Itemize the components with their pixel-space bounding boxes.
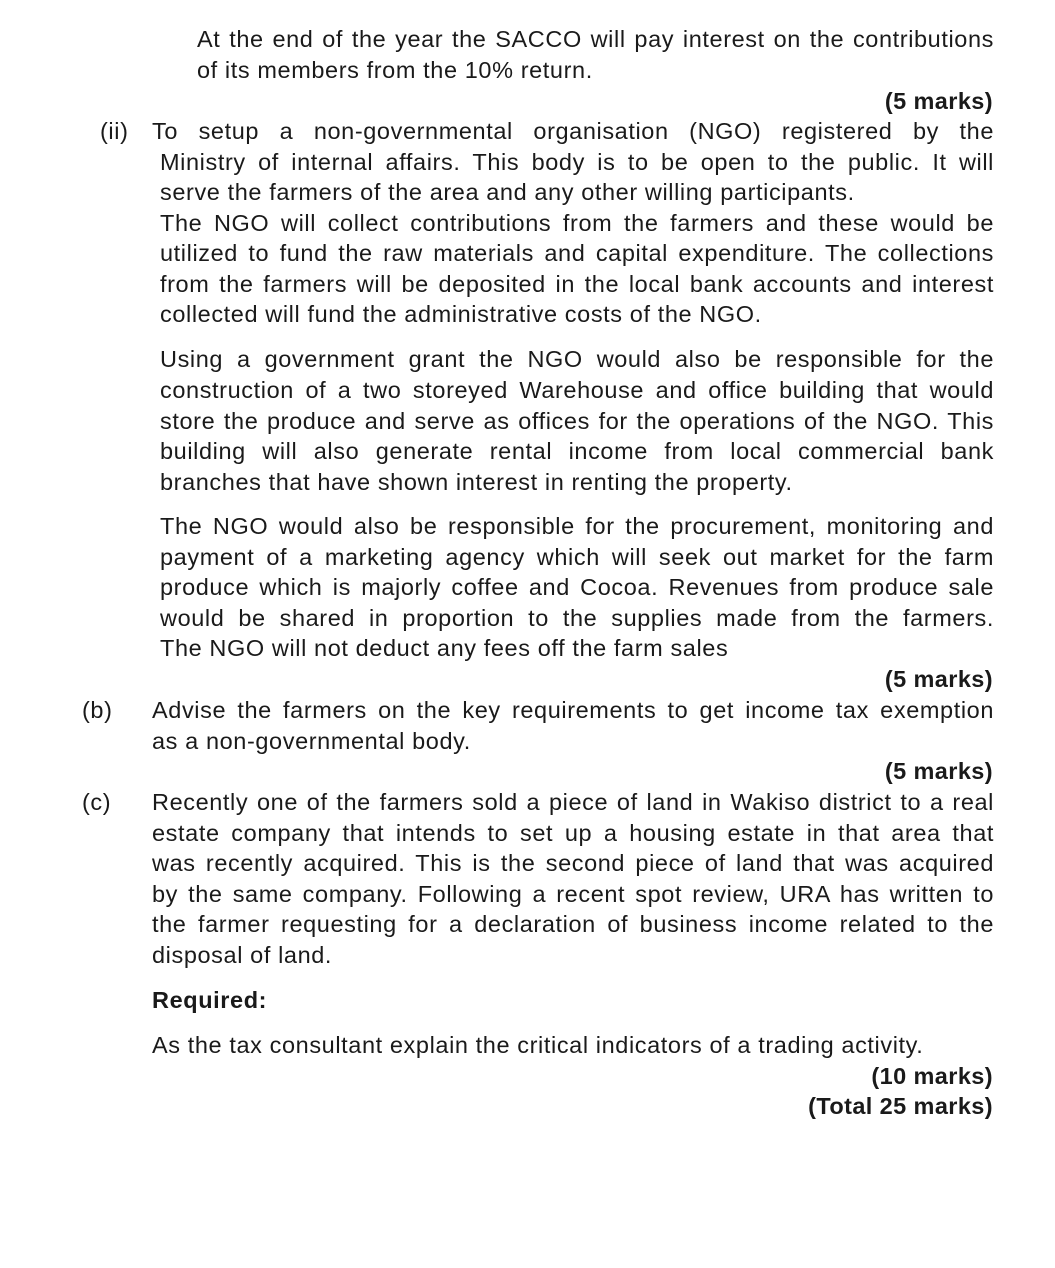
part-ii-para1-line-5: utilized to fund the raw materials and capital expenditure. The collections <box>160 240 994 266</box>
part-ii-para3-line-2: payment of a marketing agency which will seek out market for the farm <box>160 544 994 570</box>
part-ii-para1-line-1: To setup a non-governmental organisation (NGO) registered by the <box>152 118 994 144</box>
part-ii-para2-line-3: store the produce and serve as offices for the operations of the NGO. This <box>160 408 994 434</box>
part-b-label: (b) <box>82 697 113 723</box>
part-i-line-2: of its members from the 10% return. <box>197 57 593 83</box>
required-heading: Required: <box>152 987 268 1013</box>
total-marks: (Total 25 marks) <box>808 1093 993 1119</box>
part-ii-para2-line-4: building will also generate rental income from local commercial bank <box>160 438 994 464</box>
part-i-line-1: At the end of the year the SACCO will pay interest on the contributions <box>197 26 994 52</box>
part-c-line-6: disposal of land. <box>152 942 333 968</box>
part-c-line-3: was recently acquired. This is the second piece of land that was acquired <box>152 850 994 876</box>
part-ii-para1-line-7: collected will fund the administrative costs of the NGO. <box>160 301 762 327</box>
part-b-marks: (5 marks) <box>884 758 993 784</box>
requirement-text: As the tax consultant explain the critical indicators of a trading activity. <box>152 1032 924 1058</box>
part-ii-para1-line-2: Ministry of internal affairs. This body is to be open to the public. It will <box>160 149 994 175</box>
part-ii-para1-line-4: The NGO will collect contributions from the farmers and these would be <box>160 210 994 236</box>
part-ii-para3-line-1: The NGO would also be responsible for the procurement, monitoring and <box>160 513 994 539</box>
part-c-marks: (10 marks) <box>871 1063 993 1089</box>
part-ii-para2-line-1: Using a government grant the NGO would also be responsible for the <box>160 346 994 372</box>
part-c-line-1: Recently one of the farmers sold a piece of land in Wakiso district to a real <box>152 789 994 815</box>
part-c-label: (c) <box>82 789 112 815</box>
part-ii-label: (ii) <box>100 118 129 144</box>
part-c-line-5: the farmer requesting for a declaration of business income related to the <box>152 911 994 937</box>
part-ii-para3-line-4: would be shared in proportion to the supplies made from the farmers. <box>160 605 994 631</box>
part-ii-para3-line-3: produce which is majorly coffee and Cocoa. Revenues from produce sale <box>160 574 994 600</box>
part-b-line-1: Advise the farmers on the key requirements to get income tax exemption <box>152 697 994 723</box>
part-ii-para3-line-5: The NGO will not deduct any fees off the farm sales <box>160 635 729 661</box>
part-b-line-2: as a non-governmental body. <box>152 728 471 754</box>
part-ii-marks: (5 marks) <box>884 666 993 692</box>
part-i-marks: (5 marks) <box>884 88 993 114</box>
part-c-line-2: estate company that intends to set up a housing estate in that area that <box>152 820 994 846</box>
part-ii-para2-line-5: branches that have shown interest in renting the property. <box>160 469 793 495</box>
part-c-line-4: by the same company. Following a recent spot review, URA has written to <box>152 881 994 907</box>
part-ii-para2-line-2: construction of a two storeyed Warehouse and office building that would <box>160 377 994 403</box>
part-ii-para1-line-3: serve the farmers of the area and any other willing participants. <box>160 179 855 205</box>
part-ii-para1-line-6: from the farmers will be deposited in the local bank accounts and interest <box>160 271 994 297</box>
